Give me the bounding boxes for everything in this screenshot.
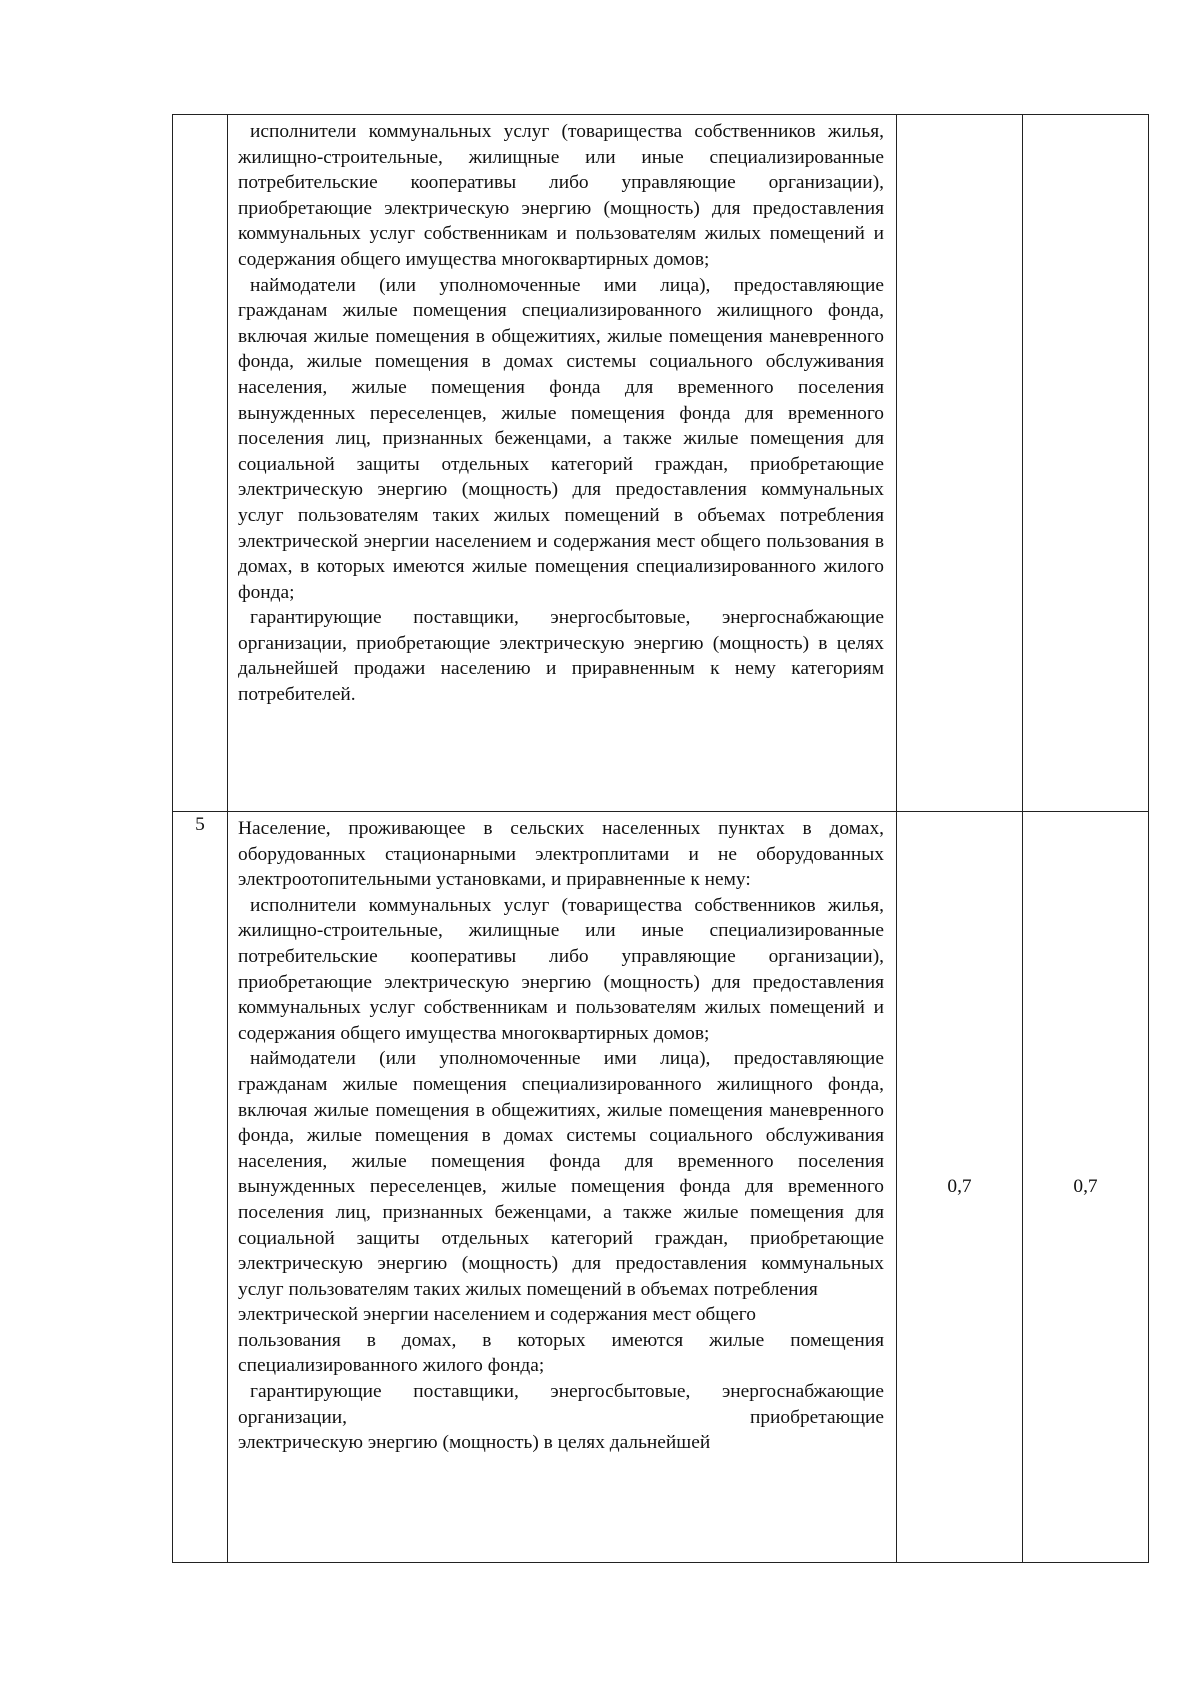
value-cell-1 <box>897 115 1023 812</box>
paragraph: пользования в домах, в которых имеются жилые помещения специализированного жилого фонда; <box>238 1329 884 1377</box>
paragraph: электрическую энергию (мощность) в целях дальнейшей <box>238 1432 711 1454</box>
tariff-table <box>172 114 1149 1563</box>
row-number-cell <box>173 115 228 812</box>
row-number-cell: 5 <box>173 812 228 1563</box>
row-description-cell <box>228 115 897 812</box>
paragraph: наймодатели (или уполномоченные ими лица), предоставляющие гражданам жилые помещения специализированного жилищного фонда, включая жилые помещения в общежитиях, жилые помещения маневренного фонда, жилые помещения в домах системы социального обслуживания населения, жилые помещения фонда для временного поселения вынужденных переселенцев, жилые помещения фонда для временного поселения лиц, признанных беженцами, а также жилые помещения для социальной защиты отдельных категорий граждан, приобретающие электрическую энергию (мощность) для предоставления коммунальных услуг пользователям таких жилых помещений в объемах потребления <box>238 1048 884 1300</box>
paragraph: гарантирующие поставщики, энергосбытовые, энергоснабжающие организации, приобретающие <box>238 1381 884 1428</box>
paragraph: электрической энергии населением и содержания мест общего <box>238 1304 756 1326</box>
paragraph: наймодатели (или уполномоченные ими лица), предоставляющие гражданам жилые помещения специализированного жилищного фонда, включая жилые помещения в общежитиях, жилые помещения маневренного фонда, жилые помещения в домах системы социального обслуживания населения, жилые помещения фонда для временного поселения вынужденных переселенцев, жилые помещения фонда для временного поселения лиц, признанных беженцами, а также жилые помещения для социальной защиты отдельных категорий граждан, приобретающие электрическую энергию (мощность) для предоставления коммунальных услуг пользователям таких жилых помещений в объемах потребления электрической энергии населением и содержания мест общего пользования в домах, в которых имеются жилые помещения специализированного жилого фонда; <box>238 274 884 603</box>
table-row <box>173 115 1149 812</box>
paragraph: исполнители коммунальных услуг (товарищества собственников жилья, жилищно-строительные, жилищные или иные специализированные потребительские кооперативы либо управляющие организации), приобретающие электрическую энергию (мощность) для предоставления коммунальных услуг собственникам и пользователям жилых помещений и содержания общего имущества многоквартирных домов; <box>238 894 884 1044</box>
table-row <box>173 812 1149 1563</box>
paragraph: исполнители коммунальных услуг (товарищества собственников жилья, жилищно-строительные, жилищные или иные специализированные потребительские кооперативы либо управляющие организации), приобретающие электрическую энергию (мощность) для предоставления коммунальных услуг собственникам и пользователям жилых помещений и содержания общего имущества многоквартирных домов; <box>238 121 884 270</box>
row-description-cell <box>228 812 897 1563</box>
value-cell-1: 0,7 <box>897 812 1023 1563</box>
paragraph: Население, проживающее в сельских населенных пунктах в домах, оборудованных стационарными электроплитами и не оборудованных электроотопительными установками, и приравненные к нему: <box>238 818 884 891</box>
value-cell-2 <box>1023 115 1149 812</box>
paragraph: гарантирующие поставщики, энергосбытовые, энергоснабжающие организации, приобретающие электрическую энергию (мощность) в целях дальнейшей продажи населению и приравненным к нему категориям потребителей. <box>238 607 884 706</box>
value-cell-2: 0,7 <box>1023 812 1149 1563</box>
